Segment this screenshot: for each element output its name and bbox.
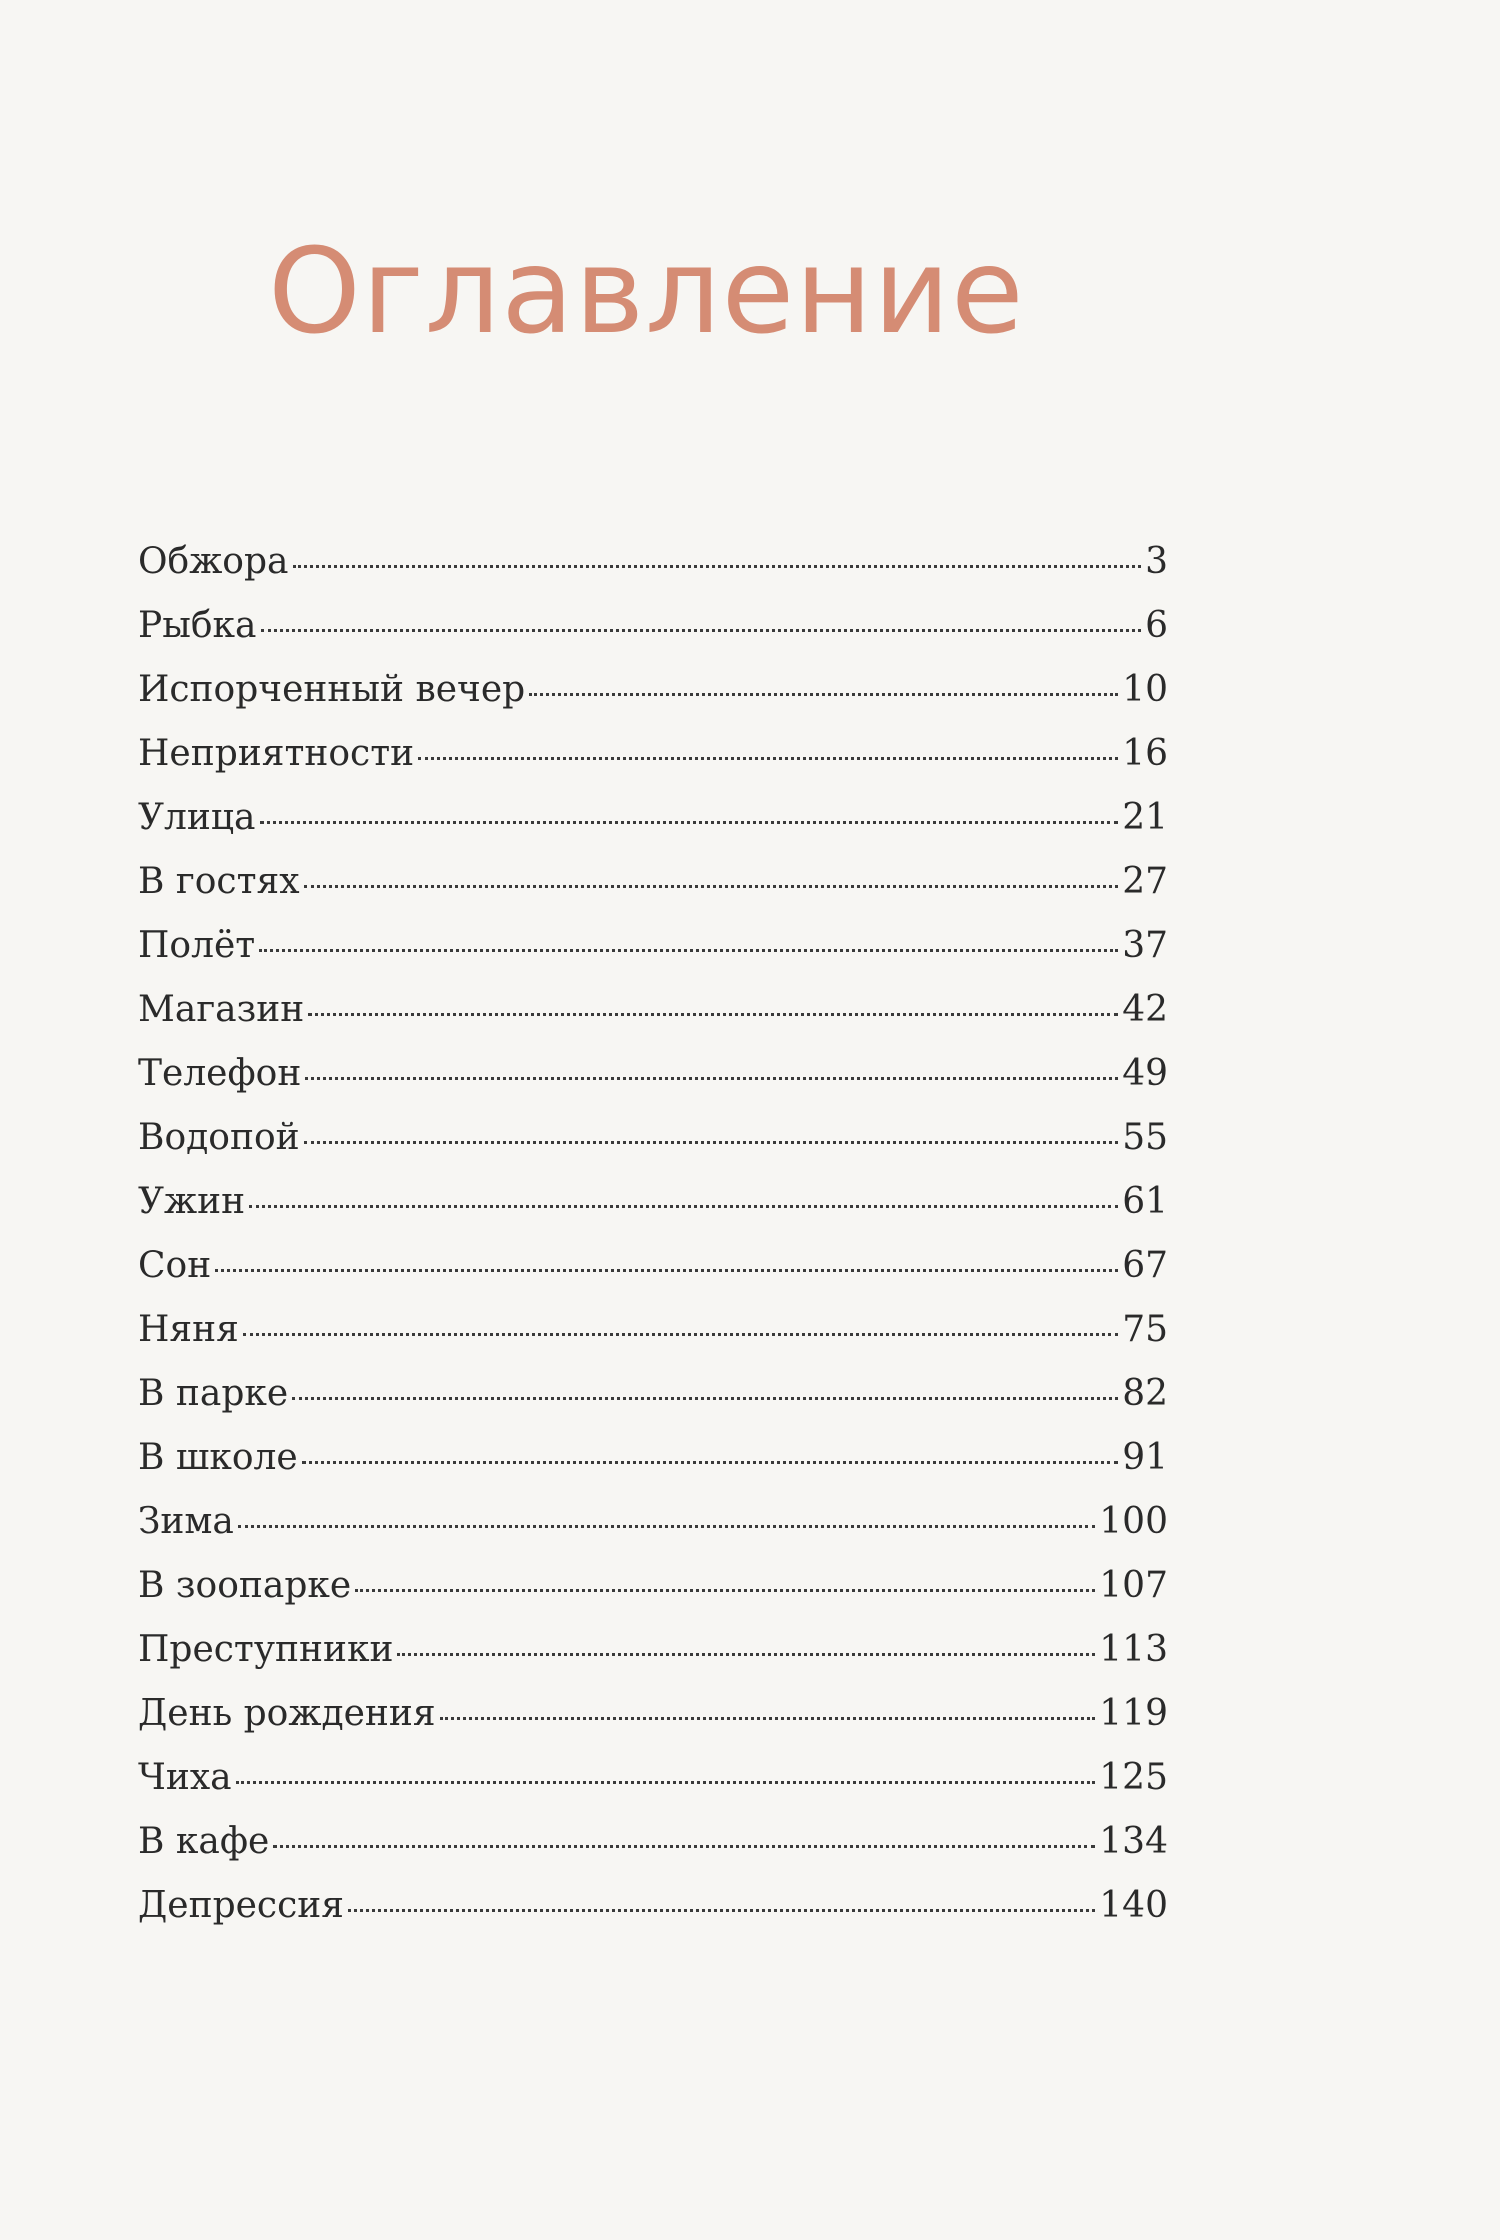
toc-entry-title: Магазин <box>138 989 305 1030</box>
toc-entry-page-number: 91 <box>1122 1437 1168 1478</box>
toc-entry-page-number: 107 <box>1099 1565 1168 1606</box>
toc-entry <box>138 1053 1168 1117</box>
dot-leader <box>397 1653 1095 1656</box>
toc-entry-page-number: 42 <box>1122 989 1168 1030</box>
toc-entry-page-number: 49 <box>1122 1053 1168 1094</box>
toc-entry-title: Обжора <box>138 541 289 582</box>
table-of-contents <box>138 541 1168 1949</box>
page-title: Оглавление <box>268 222 1025 360</box>
toc-entry <box>138 1885 1168 1949</box>
dot-leader <box>273 1845 1095 1848</box>
toc-entry <box>138 989 1168 1053</box>
dot-leader <box>304 1141 1119 1144</box>
toc-entry-title: Чиха <box>138 1757 232 1798</box>
toc-entry-title: Зима <box>138 1501 234 1542</box>
toc-entry-title: В гостях <box>138 861 300 902</box>
toc-entry-title: Улица <box>138 797 256 838</box>
toc-entry <box>138 541 1168 605</box>
toc-entry-page-number: 75 <box>1122 1309 1168 1350</box>
dot-leader <box>529 693 1118 696</box>
toc-entry <box>138 1437 1168 1501</box>
dot-leader <box>236 1781 1096 1784</box>
toc-entry-title: Ужин <box>138 1181 246 1222</box>
toc-entry-title: Рыбка <box>138 605 257 646</box>
toc-entry-title: Депрессия <box>138 1885 344 1926</box>
toc-entry <box>138 1245 1168 1309</box>
toc-entry-title: Няня <box>138 1309 239 1350</box>
toc-entry-title: Телефон <box>138 1053 302 1094</box>
dot-leader <box>261 629 1142 632</box>
toc-entry-title: Преступники <box>138 1629 394 1670</box>
dot-leader <box>304 885 1119 888</box>
toc-entry-page-number: 67 <box>1122 1245 1168 1286</box>
toc-entry-title: В зоопарке <box>138 1565 352 1606</box>
toc-entry-title: В кафе <box>138 1821 270 1862</box>
toc-entry-page-number: 27 <box>1122 861 1168 902</box>
toc-entry <box>138 1757 1168 1821</box>
dot-leader <box>308 1013 1118 1016</box>
toc-entry-page-number: 61 <box>1122 1181 1168 1222</box>
dot-leader <box>418 757 1118 760</box>
toc-entry-page-number: 21 <box>1122 797 1168 838</box>
dot-leader <box>259 949 1118 952</box>
dot-leader <box>249 1205 1118 1208</box>
toc-entry <box>138 1117 1168 1181</box>
toc-entry <box>138 797 1168 861</box>
toc-entry-page-number: 125 <box>1099 1757 1168 1798</box>
toc-entry <box>138 861 1168 925</box>
dot-leader <box>293 565 1142 568</box>
dot-leader <box>238 1525 1095 1528</box>
dot-leader <box>302 1461 1118 1464</box>
toc-entry-page-number: 6 <box>1145 605 1168 646</box>
toc-entry <box>138 733 1168 797</box>
toc-entry-title: Сон <box>138 1245 212 1286</box>
toc-entry <box>138 605 1168 669</box>
dot-leader <box>305 1077 1118 1080</box>
toc-entry <box>138 1309 1168 1373</box>
toc-entry-title: В школе <box>138 1437 298 1478</box>
toc-entry-page-number: 16 <box>1122 733 1168 774</box>
toc-entry <box>138 1821 1168 1885</box>
toc-entry-title: Полёт <box>138 925 256 966</box>
toc-entry-title: Испорченный вечер <box>138 669 526 710</box>
dot-leader <box>348 1909 1095 1912</box>
toc-entry-title: Неприятности <box>138 733 415 774</box>
dot-leader <box>440 1717 1096 1720</box>
toc-entry <box>138 1629 1168 1693</box>
toc-entry-page-number: 82 <box>1122 1373 1168 1414</box>
toc-entry-page-number: 3 <box>1145 541 1168 582</box>
toc-entry-title: День рождения <box>138 1693 436 1734</box>
toc-entry <box>138 925 1168 989</box>
dot-leader <box>243 1333 1118 1336</box>
toc-entry-page-number: 37 <box>1122 925 1168 966</box>
dot-leader <box>215 1269 1118 1272</box>
toc-entry-title: Водопой <box>138 1117 300 1158</box>
toc-entry <box>138 1373 1168 1437</box>
toc-entry <box>138 1181 1168 1245</box>
toc-entry-title: В парке <box>138 1373 289 1414</box>
toc-entry-page-number: 140 <box>1099 1885 1168 1926</box>
toc-entry-page-number: 119 <box>1099 1693 1168 1734</box>
toc-entry <box>138 1501 1168 1565</box>
toc-entry-page-number: 113 <box>1099 1629 1168 1670</box>
toc-entry-page-number: 134 <box>1099 1821 1168 1862</box>
toc-entry <box>138 669 1168 733</box>
toc-entry <box>138 1565 1168 1629</box>
dot-leader <box>355 1589 1095 1592</box>
toc-entry-page-number: 10 <box>1122 669 1168 710</box>
toc-entry-page-number: 55 <box>1122 1117 1168 1158</box>
dot-leader <box>260 821 1119 824</box>
toc-entry <box>138 1693 1168 1757</box>
toc-entry-page-number: 100 <box>1099 1501 1168 1542</box>
dot-leader <box>292 1397 1118 1400</box>
